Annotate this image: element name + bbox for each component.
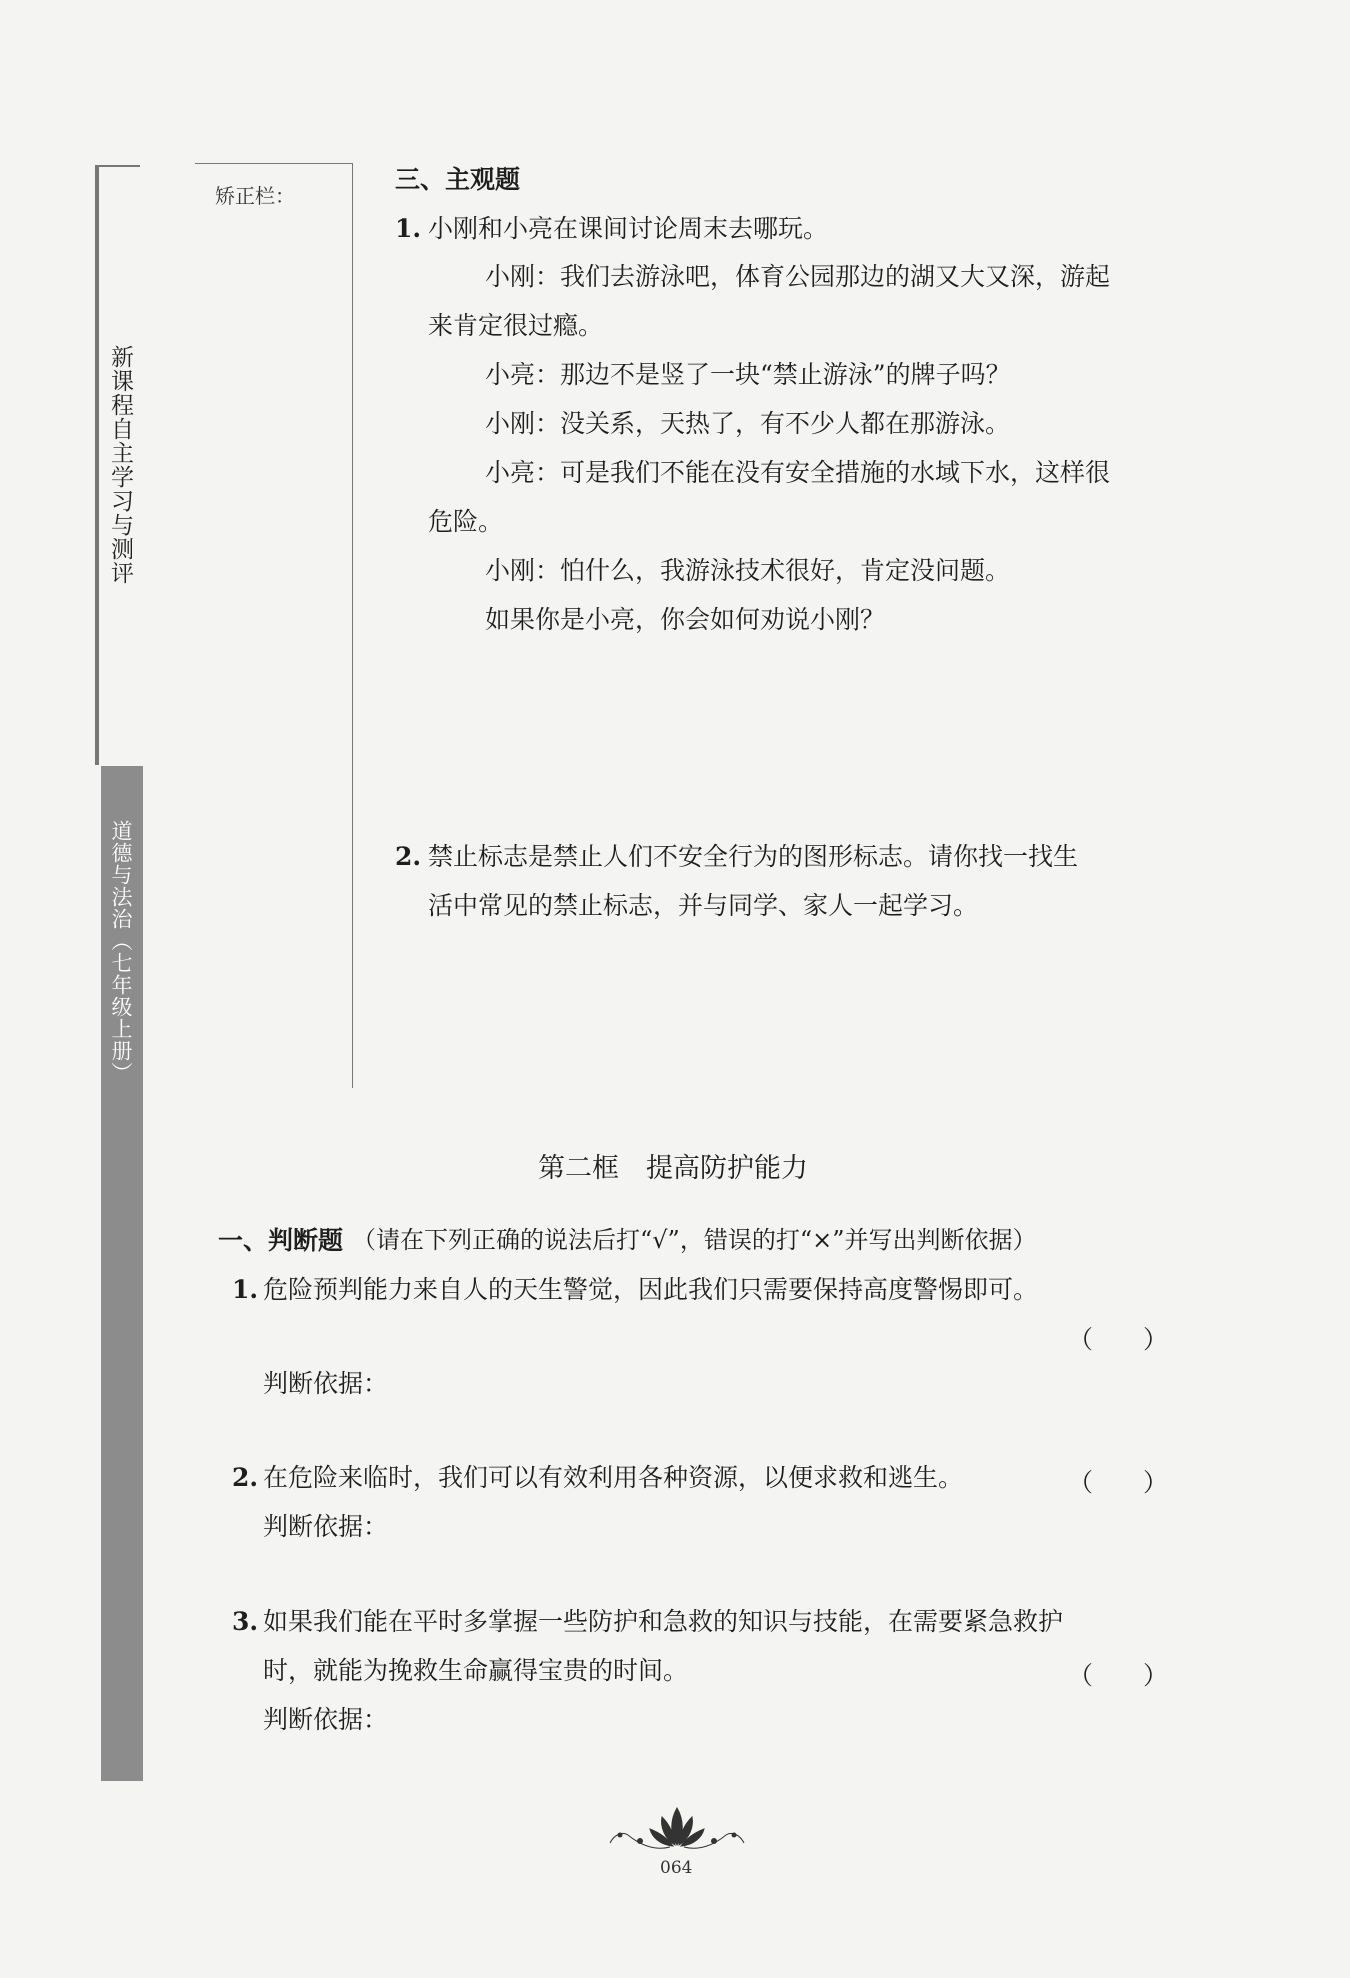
part3-heading: 三、主观题 [395,165,521,194]
q1-number: 1. [395,214,422,243]
frame2-title: 第二框 提高防护能力 [538,1153,808,1184]
tf-item-2-text: 在危险来临时，我们可以有效利用各种资源，以便求救和逃生。 [263,1463,964,1492]
tf-item-2-answer-blank[interactable]: （ ） [1068,1468,1169,1497]
q2-line-1: 禁止标志是禁止人们不安全行为的图形标志。请你找一找生 [428,842,1079,871]
tf-item-2-basis: 判断依据： [263,1512,389,1541]
correction-label: 矫正栏： [215,184,295,208]
q1-question: 如果你是小亮，你会如何劝说小刚？ [485,605,886,634]
part1-heading: 一、判断题 [218,1226,344,1255]
q1-dialogue-4b: 危险。 [428,507,504,536]
tf-item-3-basis: 判断依据： [263,1705,389,1734]
floral-ornament-icon [600,1805,755,1855]
subject-title: 道德与法治（七年级上册） [109,820,133,1084]
tf-item-1-basis: 判断依据： [263,1369,389,1398]
tf-item-1-number: 1. [232,1275,259,1304]
part1-note: （请在下列正确的说法后打“√”，错误的打“×”并写出判断依据） [352,1226,1037,1254]
q1-dialogue-1b: 来肯定很过瘾。 [428,311,604,340]
q1-dialogue-3: 小刚：没关系，天热了，有不少人都在那游泳。 [485,409,1011,438]
series-title: 新课程自主学习与测评 [107,345,133,585]
correction-column [195,163,353,1088]
tf-item-1-text: 危险预判能力来自人的天生警觉，因此我们只需要保持高度警惕即可。 [263,1275,1039,1304]
q2-line-2: 活中常见的禁止标志，并与同学、家人一起学习。 [428,891,979,920]
q1-dialogue-4a: 小亮：可是我们不能在没有安全措施的水域下水，这样很 [485,458,1111,487]
tf-item-3-text-2: 时，就能为挽救生命赢得宝贵的时间。 [263,1656,689,1685]
page-number: 064 [660,1858,693,1878]
tf-item-3-answer-blank[interactable]: （ ） [1068,1661,1169,1690]
q1-intro: 小刚和小亮在课间讨论周末去哪玩。 [428,214,829,243]
tf-item-2-number: 2. [232,1463,259,1492]
q1-dialogue-5: 小刚：怕什么，我游泳技术很好，肯定没问题。 [485,556,1011,585]
q1-dialogue-1a: 小刚：我们去游泳吧，体育公园那边的湖又大又深，游起 [485,262,1111,291]
q2-number: 2. [395,842,422,871]
q1-dialogue-2: 小亮：那边不是竖了一块“禁止游泳”的牌子吗？ [485,360,1011,389]
tf-item-1-answer-blank[interactable]: （ ） [1068,1325,1169,1354]
tf-item-3-number: 3. [232,1607,259,1636]
tf-item-3-text-1: 如果我们能在平时多掌握一些防护和急救的知识与技能，在需要紧急救护 [263,1607,1064,1636]
